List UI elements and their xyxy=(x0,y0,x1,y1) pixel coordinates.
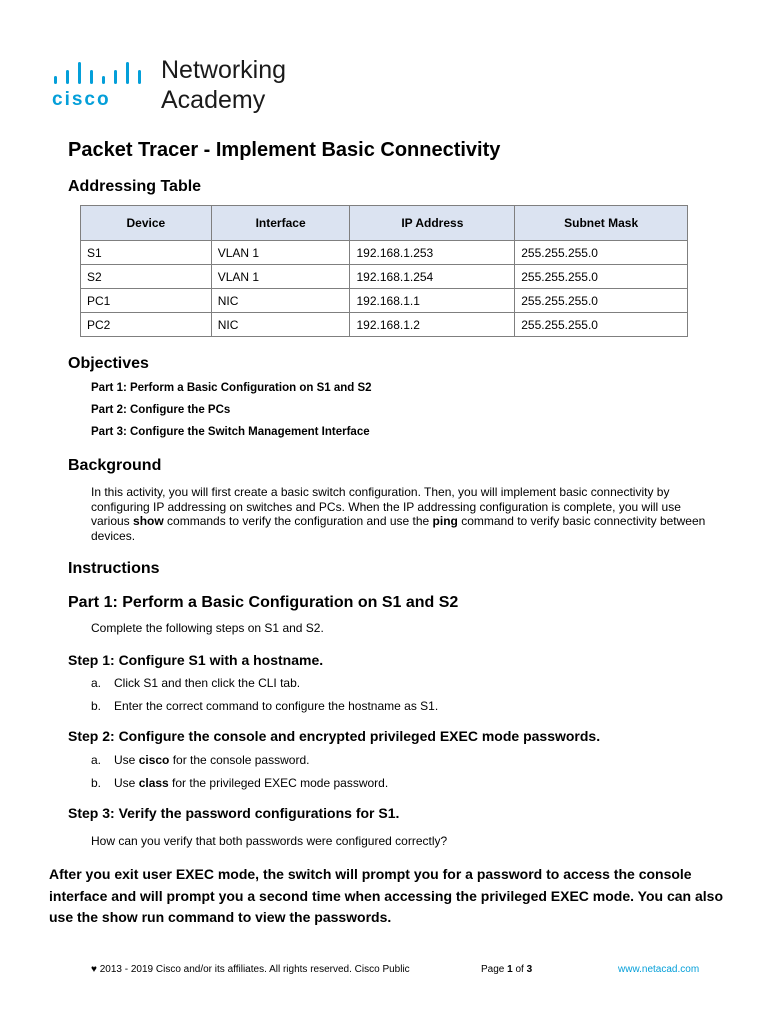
background-paragraph xyxy=(91,485,711,543)
cell-ip-address: 192.168.1.254 xyxy=(350,265,515,289)
cell-device: S2 xyxy=(81,265,212,289)
cell-ip-address: 192.168.1.1 xyxy=(350,289,515,313)
addressing-table-heading: Addressing Table xyxy=(68,178,202,195)
step1-b-marker: b. xyxy=(91,699,102,713)
cell-subnet-mask: 255.255.255.0 xyxy=(515,289,688,313)
step3-question: How can you verify that both passwords were configured correctly? xyxy=(91,834,448,848)
background-text-1: In this activity, you will first create a basic switch configuration. Then, you will implement basic connectivity by configuring IP addressing on switches and PCs. When the IP addressing configuration is complete, you will use various xyxy=(91,485,681,528)
objective-item: Part 1: Perform a Basic Configuration on S1 and S2 xyxy=(91,382,372,394)
page-of: of xyxy=(512,964,527,975)
step2-a-text xyxy=(114,753,309,767)
part1-intro: Complete the following steps on S1 and S2. xyxy=(91,621,324,635)
background-text-3: command to verify basic connectivity between devices. xyxy=(91,514,706,543)
step2-a-pre: Use xyxy=(114,753,139,767)
footer-page-number xyxy=(481,964,532,975)
cisco-networking-academy-logo xyxy=(52,56,312,118)
page-label: Page xyxy=(481,964,508,975)
page-total: 3 xyxy=(526,964,533,975)
table-header-row xyxy=(81,206,688,241)
logo-networking-text: Networking xyxy=(161,56,287,84)
cell-subnet-mask: 255.255.255.0 xyxy=(515,265,688,289)
step2-a-post: for the console password. xyxy=(169,753,310,767)
cell-device: PC2 xyxy=(81,313,212,337)
table-row xyxy=(81,241,688,265)
cell-interface: VLAN 1 xyxy=(211,265,350,289)
instructions-heading: Instructions xyxy=(68,560,160,577)
footer-website-link[interactable]: www.netacad.com xyxy=(618,964,700,975)
page-title: Packet Tracer - Implement Basic Connectivity xyxy=(68,139,501,161)
cell-device: S1 xyxy=(81,241,212,265)
cell-interface: NIC xyxy=(211,313,350,337)
step2-b-marker: b. xyxy=(91,776,102,790)
column-header-interface: Interface xyxy=(211,206,350,241)
background-ping-keyword: ping xyxy=(432,514,458,528)
column-header-subnet-mask: Subnet Mask xyxy=(515,206,688,241)
cell-interface: NIC xyxy=(211,289,350,313)
step1-b-text: Enter the correct command to configure the hostname as S1. xyxy=(114,699,439,713)
cisco-wordmark: cisco xyxy=(52,89,111,110)
objective-item: Part 2: Configure the PCs xyxy=(91,404,231,416)
step2-b-pre: Use xyxy=(114,776,139,790)
cisco-bars-icon xyxy=(52,62,142,84)
step2-b-text xyxy=(114,776,388,790)
logo-academy-text: Academy xyxy=(161,86,266,114)
step1-heading: Step 1: Configure S1 with a hostname. xyxy=(68,652,324,668)
cell-ip-address: 192.168.1.253 xyxy=(350,241,515,265)
answer-text: After you exit user EXEC mode, the switch will prompt you for a password to access the console interface and will prompt you a second time when accessing the privileged EXEC mode. You can also use the show run command to view the passwords. xyxy=(49,866,723,925)
cell-device: PC1 xyxy=(81,289,212,313)
cell-ip-address: 192.168.1.2 xyxy=(350,313,515,337)
objective-item: Part 3: Configure the Switch Management Interface xyxy=(91,426,370,438)
page-current: 1 xyxy=(507,964,513,975)
table-row xyxy=(81,313,688,337)
footer-copyright: ♥ 2013 - 2019 Cisco and/or its affiliates. All rights reserved. Cisco Public xyxy=(91,964,410,975)
addressing-table xyxy=(80,205,688,337)
step1-a-text: Click S1 and then click the CLI tab. xyxy=(114,676,301,690)
part1-heading: Part 1: Perform a Basic Configuration on S1 and S2 xyxy=(68,594,459,611)
table-row xyxy=(81,289,688,313)
cell-subnet-mask: 255.255.255.0 xyxy=(515,313,688,337)
step2-b-keyword: class xyxy=(138,776,169,790)
step1-a-marker: a. xyxy=(91,676,102,690)
objectives-heading: Objectives xyxy=(68,355,149,372)
background-heading: Background xyxy=(68,457,162,474)
column-header-device: Device xyxy=(81,206,212,241)
step2-heading: Step 2: Configure the console and encrypted privileged EXEC mode passwords. xyxy=(68,728,601,744)
cell-subnet-mask: 255.255.255.0 xyxy=(515,241,688,265)
step3-heading: Step 3: Verify the password configurations for S1. xyxy=(68,805,400,821)
background-text-2: commands to verify the configuration and use the xyxy=(163,514,433,528)
table-row xyxy=(81,265,688,289)
step2-a-marker: a. xyxy=(91,753,102,767)
background-show-keyword: show xyxy=(133,514,164,528)
cell-interface: VLAN 1 xyxy=(211,241,350,265)
step2-a-keyword: cisco xyxy=(138,753,170,767)
step2-b-post: for the privileged EXEC mode password. xyxy=(168,776,389,790)
column-header-ip-address: IP Address xyxy=(350,206,515,241)
